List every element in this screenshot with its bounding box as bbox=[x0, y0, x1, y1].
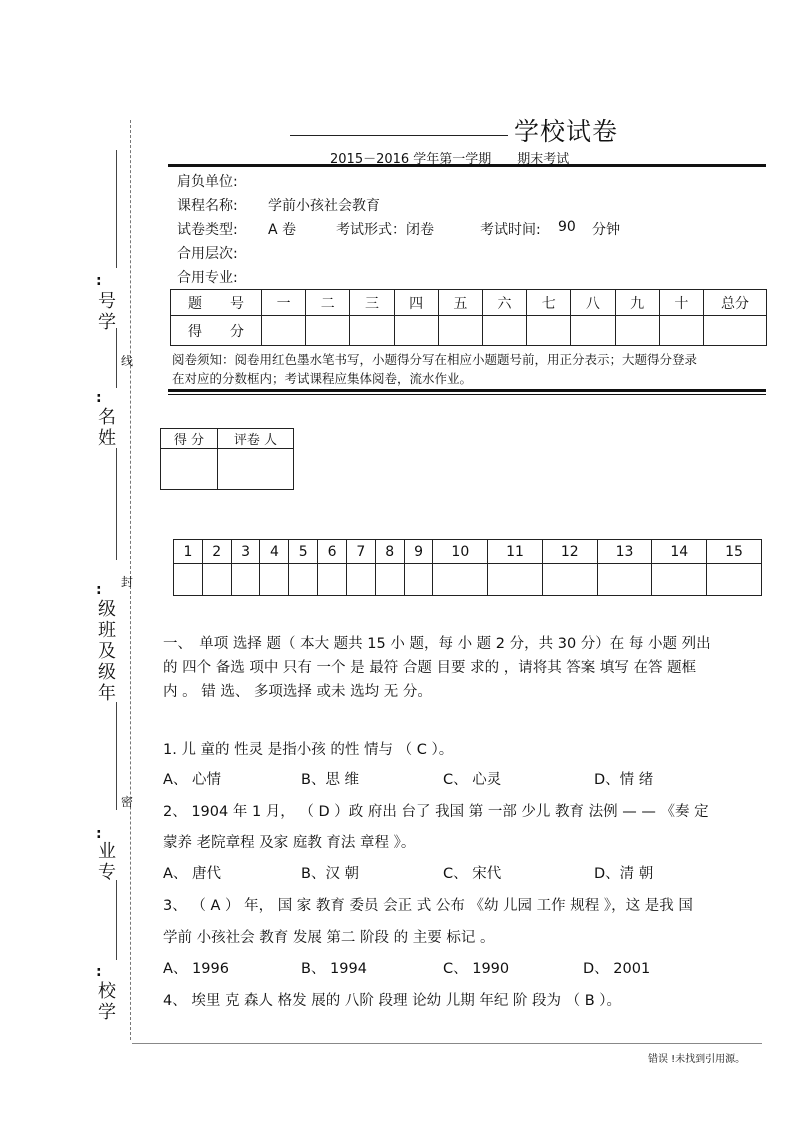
class-label-char: 及 bbox=[98, 641, 116, 662]
score-cell[interactable] bbox=[306, 316, 350, 346]
score-summary-table bbox=[170, 289, 767, 346]
major-label-char: 专 bbox=[98, 862, 116, 883]
q3-option-a: A、 1996 bbox=[163, 961, 229, 977]
answer-grid-number: 1 bbox=[174, 540, 203, 564]
answer-cell[interactable] bbox=[231, 564, 260, 596]
score-cell[interactable] bbox=[704, 316, 767, 346]
binding-line-segment bbox=[116, 448, 117, 560]
class-label-char: 年 bbox=[98, 683, 116, 704]
answer-grid-number: 11 bbox=[488, 540, 543, 564]
grading-notice-line: 阅卷须知：阅卷用红色墨水笔书写，小题得分写在相应小题题号前，用正分表示；大题得分登录 bbox=[172, 352, 698, 367]
header-rule-top bbox=[168, 164, 766, 167]
reference-error-note: 错误 !未找到引用源。 bbox=[648, 1054, 746, 1065]
answer-cell[interactable] bbox=[597, 564, 652, 596]
student-id-label-char: 号 bbox=[98, 291, 116, 312]
question-3-line: 3、 （ A ） 年， 国 家 教育 委员 会正 式 公布 《幼 儿园 工作 规程 》，这 是我 国 bbox=[163, 898, 693, 914]
answer-cell[interactable] bbox=[346, 564, 375, 596]
answer-cell[interactable] bbox=[707, 564, 762, 596]
grader-name-label: 评卷 人 bbox=[218, 429, 294, 449]
answer-grid-number: 8 bbox=[375, 540, 404, 564]
major-label-char: 业 bbox=[98, 841, 116, 862]
paper-type-value: A 卷 bbox=[268, 222, 297, 238]
unit-label: 肩负单位: bbox=[177, 174, 238, 190]
answer-grid-number: 4 bbox=[260, 540, 289, 564]
major-label: 合用专业: bbox=[177, 270, 238, 286]
score-cell[interactable] bbox=[571, 316, 615, 346]
answer-grid-number: 13 bbox=[597, 540, 652, 564]
question-2-line: 2、 1904 年 1 月， （ D ）政 府出 台了 我国 第 一部 少儿 教育 法例 — — 《奏 定 bbox=[163, 804, 709, 820]
answer-cell[interactable] bbox=[488, 564, 543, 596]
score-cell[interactable] bbox=[350, 316, 394, 346]
table-header-cell: 三 bbox=[350, 290, 394, 316]
q1-option-c: C、 心灵 bbox=[443, 772, 502, 788]
q3-option-d: D、 2001 bbox=[583, 961, 651, 977]
major-colon: : bbox=[96, 826, 102, 842]
exam-form: 考试形式：闭卷 bbox=[336, 222, 434, 238]
q3-option-c: C、 1990 bbox=[443, 961, 510, 977]
class-label-char: 级 bbox=[98, 662, 116, 683]
table-header-cell: 六 bbox=[482, 290, 526, 316]
class-label-char: 班 bbox=[98, 620, 116, 641]
answer-grid-number: 2 bbox=[202, 540, 231, 564]
answer-grid-number: 9 bbox=[404, 540, 433, 564]
table-header-cell: 九 bbox=[615, 290, 659, 316]
binding-line-segment bbox=[116, 150, 117, 268]
course-value: 学前小孩社会教育 bbox=[268, 198, 380, 214]
level-label: 合用层次: bbox=[177, 246, 238, 262]
answer-cell[interactable] bbox=[433, 564, 488, 596]
answer-grid-number: 6 bbox=[318, 540, 347, 564]
course-label: 课程名称: bbox=[177, 198, 238, 214]
answer-grid-number: 10 bbox=[433, 540, 488, 564]
header-rule-bottom-thin bbox=[168, 394, 766, 395]
answer-cell[interactable] bbox=[260, 564, 289, 596]
score-cell[interactable] bbox=[527, 316, 571, 346]
answer-cell[interactable] bbox=[289, 564, 318, 596]
question-2-line: 蒙养 老院章程 及家 庭教 育法 章程 》。 bbox=[163, 835, 416, 851]
student-id-label-char: 学 bbox=[98, 312, 116, 333]
q3-option-b: B、 1994 bbox=[301, 961, 367, 977]
q2-option-b: B、汉 朝 bbox=[301, 866, 360, 882]
score-cell[interactable] bbox=[482, 316, 526, 346]
class-label-char: 级 bbox=[98, 599, 116, 620]
score-cell[interactable] bbox=[438, 316, 482, 346]
q2-option-d: D、清 朝 bbox=[594, 866, 654, 882]
answer-cell[interactable] bbox=[174, 564, 203, 596]
secret-mark: 密 bbox=[121, 795, 134, 809]
grader-score-cell[interactable] bbox=[161, 449, 218, 490]
binding-line-segment bbox=[116, 880, 117, 960]
student-id-colon: : bbox=[96, 273, 102, 289]
table-header-cell: 七 bbox=[527, 290, 571, 316]
binding-line-segment bbox=[116, 702, 117, 810]
table-header-cell: 十 bbox=[659, 290, 703, 316]
school-name-blank bbox=[290, 135, 508, 136]
grading-notice-line: 在对应的分数框内；考试课程应集体阅卷，流水作业。 bbox=[172, 371, 473, 386]
table-header-cell: 一 bbox=[262, 290, 306, 316]
question-1: 1. 儿 童的 性灵 是指小孩 的性 情与 （ C ）。 bbox=[163, 742, 454, 758]
paper-type-label: 试卷类型: bbox=[177, 222, 238, 238]
exam-subtitle: 2015－2016 学年第一学期 期末考试 bbox=[330, 152, 570, 167]
page-title: 学校试卷 bbox=[514, 117, 619, 146]
exam-time-value: 90 bbox=[558, 219, 576, 235]
grader-name-cell[interactable] bbox=[218, 449, 294, 490]
answer-grid bbox=[173, 539, 762, 596]
q1-option-b: B、思 维 bbox=[301, 772, 360, 788]
name-label-char: 姓 bbox=[98, 428, 116, 449]
answer-grid-number: 14 bbox=[652, 540, 707, 564]
question-3-line: 学前 小孩社会 教育 发展 第二 阶段 的 主要 标记 。 bbox=[163, 930, 495, 946]
exam-time-unit: 分钟 bbox=[592, 222, 620, 238]
score-cell[interactable] bbox=[615, 316, 659, 346]
question-4: 4、 埃里 克 森人 格发 展的 八阶 段理 论幼 儿期 年纪 阶 段为 （ B ）。 bbox=[163, 993, 622, 1009]
cut-line-mark: 线 bbox=[121, 354, 134, 368]
q1-option-a: A、 心情 bbox=[163, 772, 222, 788]
answer-grid-number: 7 bbox=[346, 540, 375, 564]
table-header-cell: 四 bbox=[394, 290, 438, 316]
score-cell[interactable] bbox=[659, 316, 703, 346]
q1-option-d: D、情 绪 bbox=[594, 772, 654, 788]
seal-mark: 封 bbox=[121, 575, 134, 589]
answer-cell[interactable] bbox=[202, 564, 231, 596]
name-colon: : bbox=[96, 390, 102, 406]
table-header-cell: 八 bbox=[571, 290, 615, 316]
q2-option-a: A、 唐代 bbox=[163, 866, 222, 882]
school-label-char: 学 bbox=[98, 1002, 116, 1023]
answer-cell[interactable] bbox=[375, 564, 404, 596]
answer-grid-number: 12 bbox=[542, 540, 597, 564]
school-colon: : bbox=[96, 964, 102, 980]
binding-line-segment bbox=[116, 328, 117, 388]
grader-box bbox=[160, 428, 294, 490]
q2-option-c: C、 宋代 bbox=[443, 866, 502, 882]
school-label-char: 校 bbox=[98, 981, 116, 1002]
answer-grid-number: 3 bbox=[231, 540, 260, 564]
table-header-cell: 题 号 bbox=[171, 290, 262, 316]
answer-cell[interactable] bbox=[542, 564, 597, 596]
score-row-label: 得 分 bbox=[171, 316, 262, 346]
table-header-cell: 五 bbox=[438, 290, 482, 316]
name-label-char: 名 bbox=[98, 407, 116, 428]
answer-grid-number: 15 bbox=[707, 540, 762, 564]
table-header-cell: 总分 bbox=[704, 290, 767, 316]
page-bottom-rule bbox=[132, 1043, 762, 1044]
answer-grid-number: 5 bbox=[289, 540, 318, 564]
table-header-cell: 二 bbox=[306, 290, 350, 316]
section-instructions-line: 一、 单项 选择 题（ 本大 题共 15 小 题，每 小 题 2 分，共 30 分）在 每 小题 列出 bbox=[163, 636, 711, 652]
section-instructions-line: 的 四个 备选 项中 只有 一个 是 最符 合题 目要 求的 ，请将其 答案 填写 在答 题框 bbox=[163, 660, 697, 676]
exam-time-label: 考试时间: bbox=[480, 222, 541, 238]
class-colon: : bbox=[96, 582, 102, 598]
answer-cell[interactable] bbox=[404, 564, 433, 596]
grader-score-label: 得 分 bbox=[161, 429, 218, 449]
score-cell[interactable] bbox=[262, 316, 306, 346]
score-cell[interactable] bbox=[394, 316, 438, 346]
answer-cell[interactable] bbox=[652, 564, 707, 596]
section-instructions-line: 内 。 错 选、 多项选择 或未 选均 无 分。 bbox=[163, 684, 432, 700]
answer-cell[interactable] bbox=[318, 564, 347, 596]
header-rule-bottom bbox=[168, 389, 766, 392]
